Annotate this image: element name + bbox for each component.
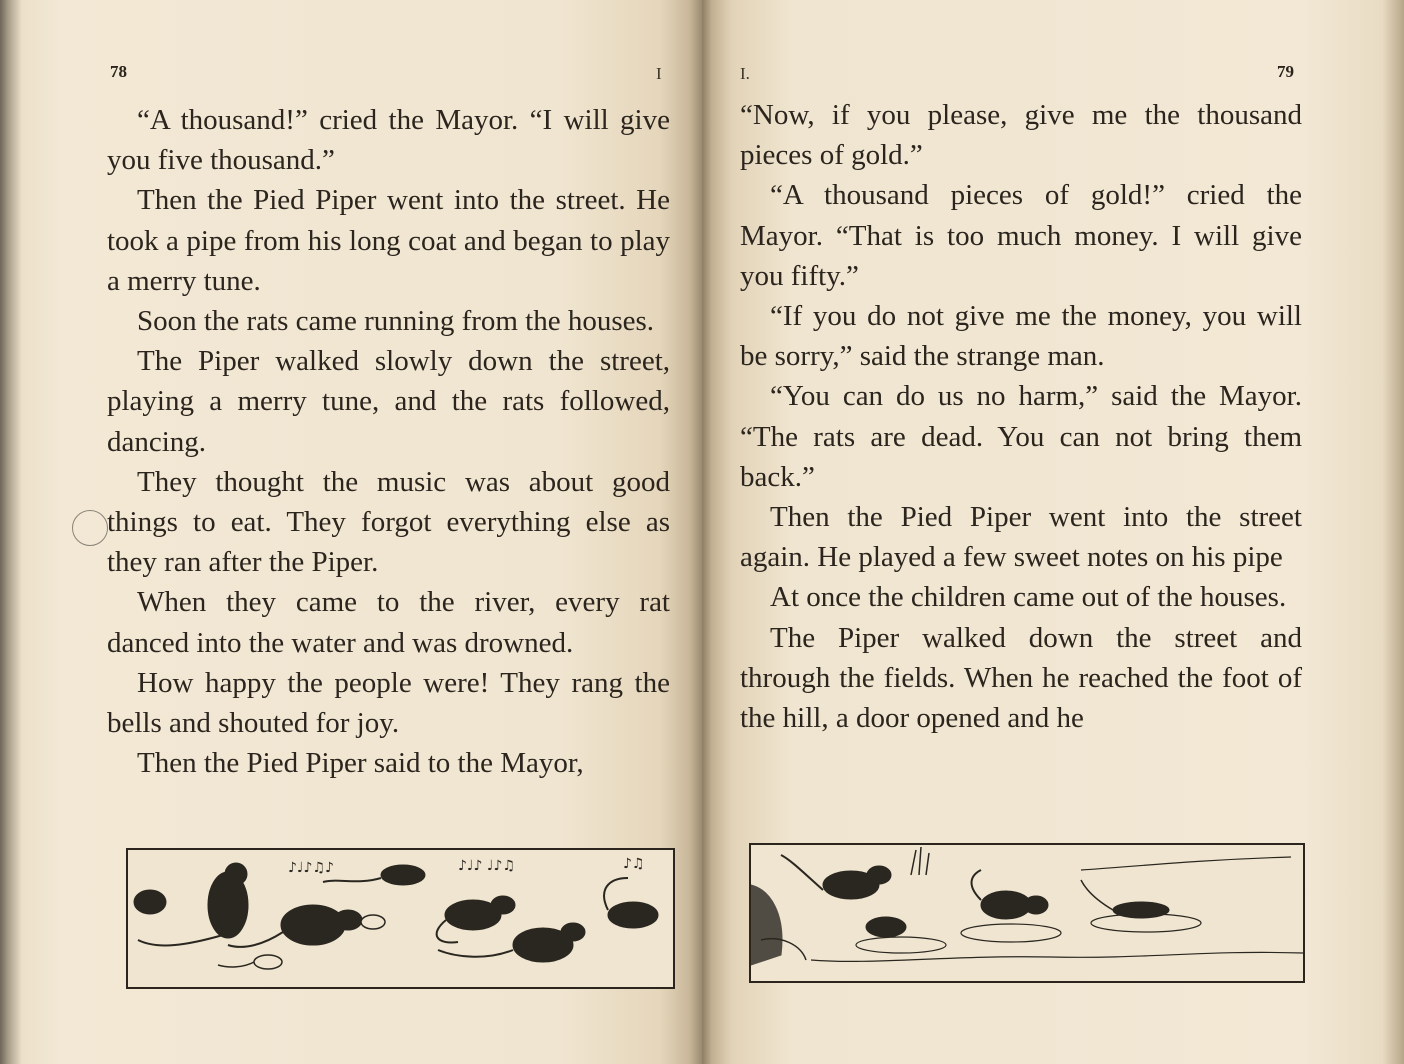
paragraph: “If you do not give me the money, you will be sorry,” said the strange man. <box>740 300 1302 373</box>
paragraph: How happy the people were! They rang the bells and shouted for joy. <box>107 666 670 740</box>
svg-text:♪♩♪ ♩♪♫: ♪♩♪ ♩♪♫ <box>458 858 516 874</box>
paragraph: Soon the rats came running from the houses. <box>137 305 655 338</box>
right-page-text <box>740 95 1302 738</box>
dancing-rats-illustration <box>126 848 675 989</box>
paragraph: “You can do us no harm,” said the Mayor. “The rats are dead. You can not bring them back.” <box>740 380 1302 493</box>
rats-in-river-illustration <box>749 843 1305 983</box>
river-rats-drawing <box>751 845 1303 981</box>
left-page-text <box>107 100 670 783</box>
paragraph: “A thousand!” cried the Mayor. “I will give you five thousand.” <box>107 104 670 177</box>
paragraph: At once the children came out of the houses. <box>770 581 1287 614</box>
section-marker-left: I <box>656 64 662 83</box>
svg-text:♪♩♪♫♪: ♪♩♪♫♪ <box>288 860 334 876</box>
page-number-left: 78 <box>110 62 127 81</box>
section-marker-right: I. <box>740 64 750 83</box>
paragraph: Then the Pied Piper went into the street. He took a pipe from his long coat and began to play a merry tune. <box>107 184 670 297</box>
page-number-right: 79 <box>1277 62 1294 81</box>
svg-text:♪♫: ♪♫ <box>623 856 645 872</box>
dancing-rats-drawing <box>128 850 673 987</box>
paragraph: Then the Pied Piper said to the Mayor, <box>137 747 584 780</box>
paragraph: “Now, if you please, give me the thousand pieces of gold.” <box>740 99 1302 172</box>
paragraph: The Piper walked slowly down the street, playing a merry tune, and the rats followed, dancing. <box>107 345 670 458</box>
paragraph: Then the Pied Piper went into the street again. He played a few sweet notes on his pipe <box>740 501 1302 574</box>
paragraph: They thought the music was about good things to eat. They forgot everything else as they ran after the Piper. <box>107 465 670 579</box>
circle-mark <box>72 510 108 546</box>
paragraph: “A thousand pieces of gold!” cried the Mayor. “That is too much money. I will give you fifty.” <box>740 179 1302 292</box>
paragraph: The Piper walked down the street and through the fields. When he reached the foot of the hill, a door opened and he <box>740 621 1302 735</box>
paragraph: When they came to the river, every rat danced into the water and was drowned. <box>107 586 670 659</box>
